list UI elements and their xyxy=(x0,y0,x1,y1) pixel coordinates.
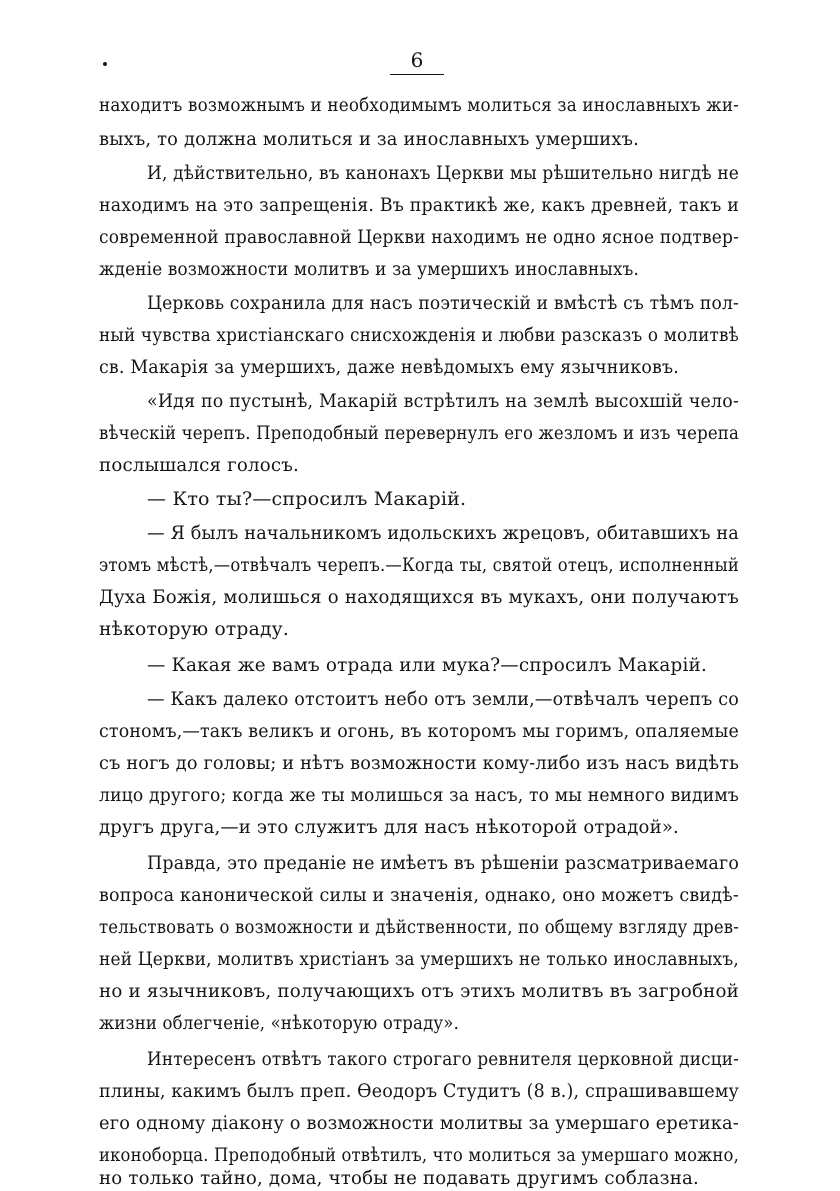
text-line: лицо другого; когда же ты молишься за насъ, то мы немного видимъ xyxy=(99,784,739,806)
text-line: но и язычниковъ, получающихъ отъ этихъ молитвъ въ загробной xyxy=(99,980,739,1002)
text-line: нѣкоторую отраду. xyxy=(99,618,289,640)
text-line: — Какъ далеко отстоитъ небо отъ земли,—отвѣчалъ черепъ со xyxy=(147,688,739,710)
text-line: современной православной Церкви находимъ не одно ясное подтвер- xyxy=(99,226,739,248)
text-line: Правда, это преданіе не имѣетъ въ рѣшеніи разсматриваемаго xyxy=(147,852,739,874)
text-line: находитъ возможнымъ и необходимымъ молиться за инославныхъ жи- xyxy=(99,94,739,116)
text-line: Церковь сохранила для насъ поэтическій и вмѣстѣ съ тѣмъ пол- xyxy=(147,292,739,314)
text-line: жденіе возможности молитвъ и за умершихъ инославныхъ. xyxy=(99,258,639,280)
text-line: — Я былъ начальникомъ идольскихъ жрецовъ, обитавшихъ на xyxy=(147,522,739,544)
text-line: послышался голосъ. xyxy=(99,454,299,476)
text-line: стономъ,—такъ великъ и огонь, въ которомъ мы горимъ, опаляемые xyxy=(99,720,739,742)
text-line: «Идя по пустынѣ, Макарій встрѣтилъ на землѣ высохшій чело- xyxy=(147,390,739,412)
text-line: И, дѣйствительно, въ канонахъ Церкви мы рѣшительно нигдѣ не xyxy=(147,162,739,184)
text-line: вопроса каноническoй силы и значенія, однако, оно можетъ свидѣ- xyxy=(99,884,739,906)
text-line: — Какая же вамъ отрада или мука?—спросилъ Макарій. xyxy=(147,654,707,676)
text-line: Духа Божія, молишься о находящихся въ мукахъ, они получаютъ xyxy=(99,586,739,608)
text-line: но только тайно, дома, чтобы не подавать другимъ соблазна. xyxy=(99,1167,699,1189)
text-line: вѣческій черепъ. Преподобный перевернулъ его жезломъ и изъ черепа xyxy=(99,422,739,444)
text-line: Интересенъ отвѣтъ такого строгаго ревнителя церковной дисци- xyxy=(147,1048,739,1070)
text-line: съ ногъ до головы; и нѣтъ возможности кому-либо изъ насъ видѣть xyxy=(99,752,739,774)
page-number: 6 xyxy=(410,48,424,72)
text-line: выхъ, то должна молиться и за инославныхъ умершихъ. xyxy=(99,128,639,150)
text-line: плины, какимъ былъ преп. Ѳеодоръ Студитъ (8 в.), спрашивавшему xyxy=(99,1080,739,1102)
text-line: — Кто ты?—спросилъ Макарій. xyxy=(147,488,467,510)
text-line: иконоборца. Преподобный отвѣтилъ, что молиться за умершаго можно, xyxy=(99,1144,739,1166)
text-line: тельствовать о возможности и дѣйственности, по общему взгляду древ- xyxy=(99,916,739,938)
text-line: его одному діакону о возможности молитвы за умершаго еретика- xyxy=(99,1112,739,1134)
page-number-rule xyxy=(390,74,444,75)
margin-dot-mark xyxy=(103,62,107,66)
text-line: жизни облегченіе, «нѣкоторую отраду». xyxy=(99,1012,459,1034)
text-line: находимъ на это запрещенія. Въ практикѣ же, какъ древней, такъ и xyxy=(99,194,739,216)
text-line: ный чувства христіанскаго снисхожденія и любви разсказъ о молитвѣ xyxy=(99,324,739,346)
text-line: ней Церкви, молитвъ христіанъ за умершихъ не только инославныхъ, xyxy=(99,948,739,970)
text-line: св. Макарія за умершихъ, даже невѣдомыхъ ему язычниковъ. xyxy=(99,356,679,378)
text-line: другъ друга,—и это служитъ для насъ нѣкоторой отрадой». xyxy=(99,816,679,838)
text-line: этомъ мѣстѣ,—отвѣчалъ черепъ.—Когда ты, святой отецъ, исполненный xyxy=(99,554,739,576)
